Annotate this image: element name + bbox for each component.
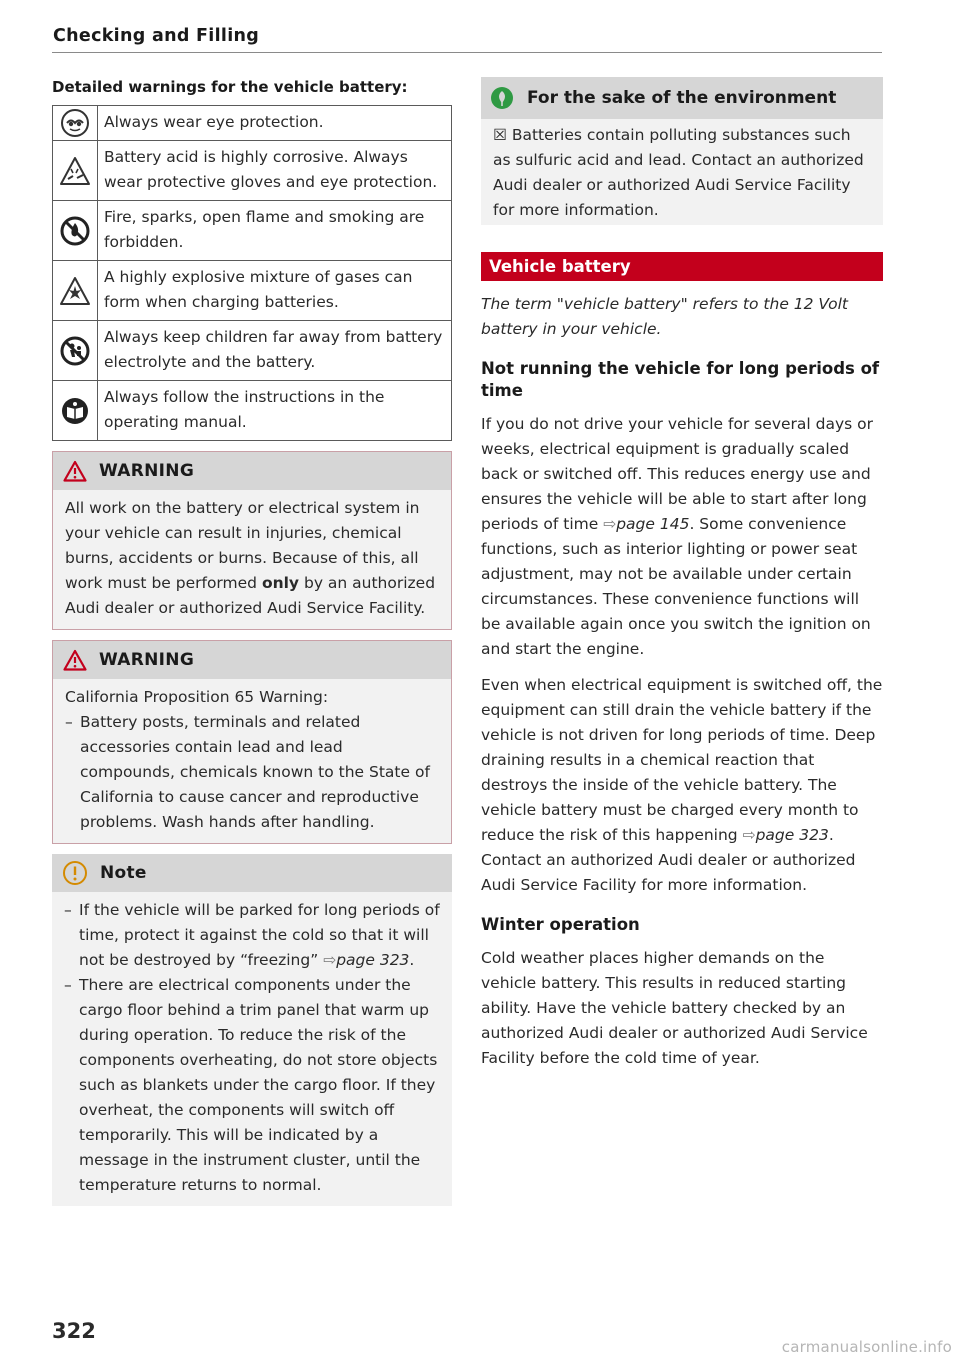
icon-cell (53, 321, 98, 381)
warning-box-electrical (52, 451, 452, 630)
read-manual-icon (60, 396, 90, 426)
page-header-title: Checking and Filling (53, 26, 260, 46)
icon-cell (53, 381, 98, 441)
paragraph-text: . Some convenience functions, such as interior lighting or power seat adjustment, may not be available under certain circumstances. These convenience functions will be available again once you switch the ignition on and start the engine. (481, 515, 871, 658)
paragraph (481, 673, 883, 898)
warning-box-body (53, 679, 451, 843)
warning-text: Always wear eye protection. (98, 106, 452, 141)
table-row (53, 381, 452, 441)
right-column (481, 77, 883, 1071)
header-rule (52, 52, 882, 53)
keep-children-away-icon (60, 336, 90, 366)
note-info-icon (62, 860, 88, 886)
battery-warnings-heading: Detailed warnings for the vehicle battery: (52, 78, 408, 96)
list-item: – There are electrical components under the cargo floor behind a trim panel that warm up during operation. To reduce the risk of the components overheating, do not store objects such as blankets under the cargo floor. If they overheat, the components will switch off temporarily. This will be indicated by a message in the instrument cluster, until the temperature returns to normal. (64, 973, 442, 1198)
page-ref-arrow-icon: ⇨ (323, 951, 337, 969)
left-column (52, 78, 452, 1206)
page-ref-link[interactable]: page 323 (336, 951, 410, 969)
paragraph (481, 412, 883, 662)
eye-protection-icon (60, 108, 90, 138)
note-box-body (52, 892, 452, 1206)
warning-list (65, 710, 441, 835)
warning-text: Battery acid is highly corrosive. Always wear protective gloves and eye protection. (98, 141, 452, 201)
note-box-header (52, 854, 452, 892)
icon-cell (53, 141, 98, 201)
warning-triangle-icon (63, 649, 87, 671)
warning-triangle-icon (63, 460, 87, 482)
punctuation: . (409, 951, 415, 969)
note-list (64, 898, 442, 1198)
battery-warnings-table (52, 105, 452, 441)
icon-cell (53, 201, 98, 261)
section-title-band: Vehicle battery (481, 252, 883, 281)
environment-box (481, 77, 883, 225)
page-ref-arrow-icon: ⇨ (742, 826, 756, 844)
warning-title: WARNING (99, 650, 195, 670)
list-item: – Battery posts, terminals and related accessories contain lead and lead compounds, chemicals known to the State of California to cause cancer and reproductive problems. Wash hands after handling. (65, 710, 441, 835)
warning-title: WARNING (99, 461, 195, 481)
table-row (53, 321, 452, 381)
environment-text: Batteries contain polluting substances such as sulfuric acid and lead. Contact an authorized Audi dealer or authorized Audi Service Facility for more information. (493, 126, 864, 219)
no-fire-icon (60, 216, 90, 246)
subsection-heading: Winter operation (481, 915, 640, 934)
section-intro: The term "vehicle battery" refers to the 12 Volt battery in your vehicle. (481, 295, 848, 338)
paragraph-text: Even when electrical equipment is switched off, the equipment can still drain the vehicle battery if the vehicle is not driven for long periods of time. Deep draining results in a chemical reaction that destroys the inside of the vehicle battery. The vehicle battery must be charged every month to reduce the risk of this happening (481, 676, 883, 844)
warning-box-header (53, 641, 451, 679)
recycle-bin-icon: ☒ (493, 126, 507, 144)
page-ref-arrow-icon: ⇨ (603, 515, 617, 533)
table-row (53, 201, 452, 261)
environment-box-body (481, 119, 883, 225)
page-number: 322 (52, 1319, 96, 1343)
paragraph-text: If you do not drive your vehicle for several days or weeks, electrical equipment is gradually scaled back or switched off. This reduces energy use and ensures the vehicle will be able to start after long periods of time (481, 415, 874, 533)
warning-intro: California Proposition 65 Warning: (65, 688, 329, 706)
note-text: If the vehicle will be parked for long periods of time, protect it against the cold so that it will not be destroyed by “freezing” (79, 901, 440, 969)
warning-text: Fire, sparks, open flame and smoking are forbidden. (98, 201, 452, 261)
environment-leaf-icon (489, 85, 515, 111)
list-item (64, 898, 442, 973)
warning-emphasis: only (261, 574, 300, 592)
paragraph: Cold weather places higher demands on the vehicle battery. This results in reduced starting ability. Have the vehicle battery checked by an authorized Audi dealer or authorized Audi Service Facility before the cold time of year. (481, 949, 868, 1067)
warning-text: All work on the battery or electrical system in your vehicle can result in injuries, chemical burns, accidents or burns. Because of this, all work must be performed (65, 499, 420, 592)
warning-text: by an authorized Audi dealer or authorized Audi Service Facility. (65, 574, 436, 617)
warning-text: Always keep children far away from battery electrolyte and the battery. (98, 321, 452, 381)
paragraph-text: . Contact an authorized Audi dealer or authorized Audi Service Facility for more information. (481, 826, 856, 894)
table-row (53, 261, 452, 321)
watermark: carmanualsonline.info (781, 1338, 952, 1356)
page-ref-link[interactable]: page 145 (616, 515, 690, 533)
table-row (53, 141, 452, 201)
warning-box-body (53, 490, 451, 629)
note-title: Note (100, 863, 147, 883)
page-ref-link[interactable]: page 323 (755, 826, 829, 844)
warning-text: A highly explosive mixture of gases can form when charging batteries. (98, 261, 452, 321)
icon-cell (53, 106, 98, 141)
explosive-warning-icon (59, 276, 91, 306)
warning-box-prop65 (52, 640, 452, 844)
corrosive-warning-icon (59, 156, 91, 186)
warning-box-header (53, 452, 451, 490)
icon-cell (53, 261, 98, 321)
warning-text: Always follow the instructions in the operating manual. (98, 381, 452, 441)
environment-box-header (481, 77, 883, 119)
table-row (53, 106, 452, 141)
environment-title: For the sake of the environment (527, 88, 837, 108)
subsection-heading: Not running the vehicle for long periods of time (481, 359, 880, 400)
note-box (52, 854, 452, 1206)
